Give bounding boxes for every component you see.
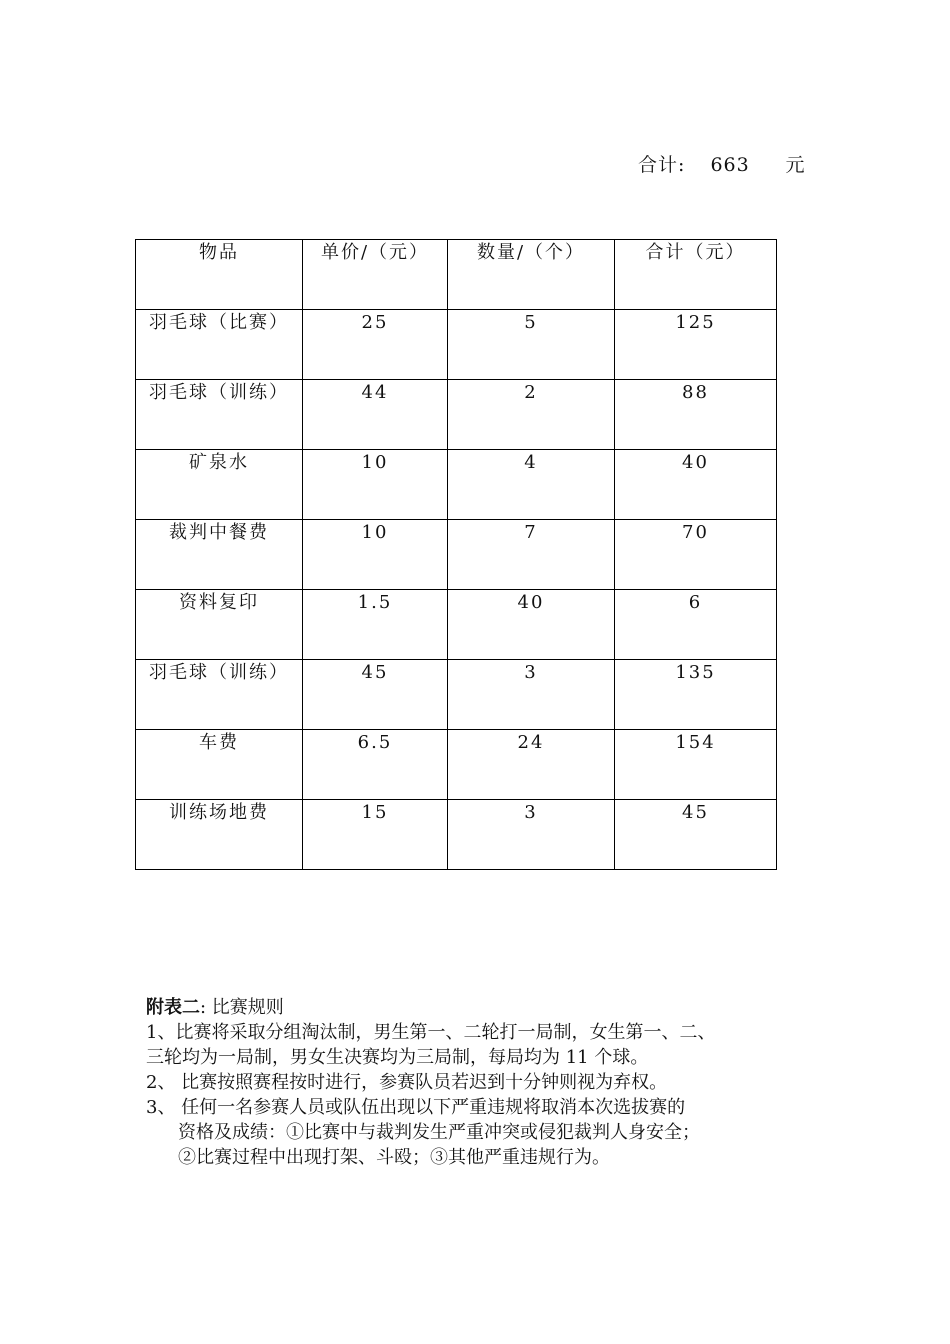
rule-line: 资格及成绩：①比赛中与裁判发生严重冲突或侵犯裁判人身安全；	[178, 1122, 700, 1143]
rules-heading	[146, 995, 826, 1020]
table-row	[136, 310, 777, 380]
total-unit: 元	[785, 154, 806, 176]
cell-quantity: 7	[448, 520, 615, 590]
total-label: 合计:	[638, 154, 686, 176]
cell-item: 训练场地费	[136, 800, 303, 870]
competition-rules	[146, 995, 826, 1170]
cell-unit-price: 25	[303, 310, 448, 380]
table-row	[136, 730, 777, 800]
cell-item: 矿泉水	[136, 450, 303, 520]
cell-quantity: 40	[448, 590, 615, 660]
cell-quantity: 4	[448, 450, 615, 520]
cell-quantity: 3	[448, 800, 615, 870]
cell-subtotal: 88	[615, 380, 777, 450]
cell-unit-price: 10	[303, 450, 448, 520]
table-header-row	[136, 240, 777, 310]
table-row	[136, 380, 777, 450]
cell-item: 羽毛球（训练）	[136, 660, 303, 730]
rules-heading-label: 附表二	[146, 997, 200, 1018]
cell-item: 羽毛球（训练）	[136, 380, 303, 450]
header-item: 物品	[136, 240, 303, 310]
header-subtotal: 合计（元）	[615, 240, 777, 310]
cell-subtotal: 40	[615, 450, 777, 520]
table-row	[136, 800, 777, 870]
cell-subtotal: 70	[615, 520, 777, 590]
rule-line: 1、比赛将采取分组淘汰制，男生第一、二轮打一局制，女生第一、二、	[146, 1022, 716, 1043]
cell-unit-price: 15	[303, 800, 448, 870]
rule-line: ②比赛过程中出现打架、斗殴；③其他严重违规行为。	[178, 1147, 610, 1168]
cell-quantity: 5	[448, 310, 615, 380]
rule-line: 3、 任何一名参赛人员或队伍出现以下严重违规将取消本次选拔赛的	[146, 1097, 686, 1118]
cell-item: 羽毛球（比赛）	[136, 310, 303, 380]
table-row	[136, 520, 777, 590]
cell-unit-price: 10	[303, 520, 448, 590]
table-row	[136, 660, 777, 730]
cell-unit-price: 45	[303, 660, 448, 730]
cell-quantity: 24	[448, 730, 615, 800]
cell-subtotal: 125	[615, 310, 777, 380]
cell-subtotal: 135	[615, 660, 777, 730]
expense-table	[135, 239, 777, 870]
table-row	[136, 590, 777, 660]
total-summary	[638, 150, 806, 177]
rule-line: 三轮均为一局制，男女生决赛均为三局制，每局均为 11 个球。	[146, 1047, 649, 1068]
cell-item: 裁判中餐费	[136, 520, 303, 590]
rules-heading-title: : 比赛规则	[200, 997, 284, 1018]
rule-line: 2、 比赛按照赛程按时进行，参赛队员若迟到十分钟则视为弃权。	[146, 1072, 668, 1093]
cell-item: 车费	[136, 730, 303, 800]
header-quantity: 数量/（个）	[448, 240, 615, 310]
cell-subtotal: 45	[615, 800, 777, 870]
cell-quantity: 3	[448, 660, 615, 730]
cell-unit-price: 1.5	[303, 590, 448, 660]
cell-quantity: 2	[448, 380, 615, 450]
cell-item: 资料复印	[136, 590, 303, 660]
table-row	[136, 450, 777, 520]
cell-unit-price: 6.5	[303, 730, 448, 800]
cell-subtotal: 6	[615, 590, 777, 660]
total-amount: 663	[710, 154, 750, 176]
header-unit-price: 单价/（元）	[303, 240, 448, 310]
cell-unit-price: 44	[303, 380, 448, 450]
cell-subtotal: 154	[615, 730, 777, 800]
